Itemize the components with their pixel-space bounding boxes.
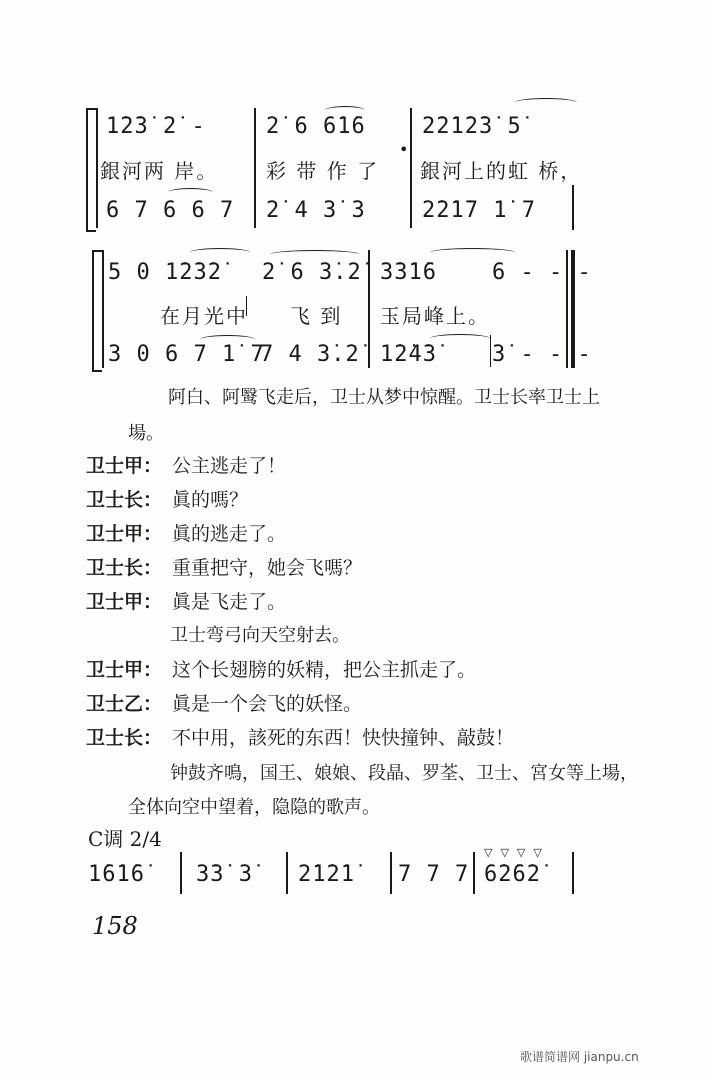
bass-measure: 2̇ 4 3̇ 3	[266, 198, 366, 223]
speaker-name: 卫士甲：	[86, 455, 163, 477]
speaker-name: 卫士长：	[86, 727, 163, 749]
stage-direction: 钟鼓齐鳴，国王、娘娘、段晶、罗荃、卫士、宮女等上場，	[170, 763, 638, 784]
melody-measure: 2̇2̇1̇2̇3̇ 5̇	[422, 114, 522, 139]
speaker-name: 卫士甲：	[86, 523, 163, 545]
dialog-text: 这个长翅膀的妖精，把公主抓走了。	[172, 659, 477, 681]
bass-measure: 3 0 6 7 1̇ 7	[108, 342, 265, 367]
lyric-line: 飞 到	[290, 304, 343, 328]
system-bracket	[86, 108, 96, 232]
dialog-text: 公主逃走了！	[172, 455, 287, 477]
dashed-barline	[490, 335, 491, 367]
barline	[390, 852, 392, 894]
dialog-text: 不中用，該死的东西！快快撞钟、敲鼓！	[172, 727, 515, 749]
melody-measure: 3̇3̇1̇6	[380, 260, 437, 285]
dialog-line	[86, 723, 514, 750]
barline	[286, 852, 288, 894]
dialog-text: 眞的嗎？	[172, 489, 249, 511]
system-bracket	[92, 250, 102, 372]
melody-measure: 2̇ 6 6̇1̇6	[266, 114, 366, 139]
barline	[180, 852, 182, 894]
lyric-line: 玉局峰上。	[380, 304, 490, 328]
barline	[102, 250, 104, 368]
bass-measure: 3̇ - - -	[492, 342, 592, 367]
speaker-name: 卫士甲：	[86, 591, 163, 613]
barline	[368, 250, 370, 368]
speaker-name: 卫士长：	[86, 489, 163, 511]
dialog-line	[86, 553, 362, 580]
barline	[572, 852, 574, 894]
key-signature: C调 2/4	[88, 827, 162, 851]
dialog-line	[86, 451, 286, 478]
watermark: 歌谱简谱网 jianpu.cn	[520, 1050, 639, 1064]
speaker-name: 卫士甲：	[86, 659, 163, 681]
bass-measure: 6 7 6 6 7	[106, 198, 235, 223]
slur	[430, 334, 490, 343]
barline	[572, 185, 574, 230]
dialog-line	[86, 689, 362, 716]
stage-direction: 阿白、阿鹥飞走后，卫士从梦中惊醒。卫士长率卫士上	[168, 387, 600, 408]
slur	[430, 248, 515, 257]
dialog-line	[86, 519, 286, 546]
lyric-line: 在月光中	[160, 304, 248, 328]
slur	[168, 188, 213, 197]
bass-measure: 7 4 3̇.2̇	[260, 342, 360, 367]
dialog-text: 眞的逃走了。	[172, 523, 287, 545]
dialog-text: 眞是一个会飞的妖怪。	[172, 693, 363, 715]
melody-measure: 6̇2̇6̇2̇	[484, 862, 541, 887]
barline	[254, 108, 256, 228]
dialog-text: 眞是飞走了。	[172, 591, 287, 613]
lyric-line: 銀河两 岸。	[100, 159, 219, 183]
slur	[515, 98, 577, 107]
stage-direction: 全体向空中望着，隐隐的歌声。	[128, 797, 380, 818]
page-number: 158	[92, 912, 138, 940]
melody-measure: 6 - - -	[492, 260, 592, 285]
slur	[190, 248, 250, 257]
accent-marks: ▽▽▽▽	[484, 846, 550, 859]
speaker-name: 卫士长：	[86, 557, 163, 579]
melody-measure: 1̇6̇1̇6̇	[88, 862, 145, 887]
melody-measure: 2̇1̇2̇1̇	[298, 862, 355, 887]
dialog-text: 重重把守，她会飞嗎？	[172, 557, 363, 579]
slur	[270, 250, 360, 259]
bass-measure: 1̇2̇4̇3̇	[380, 342, 437, 367]
barline	[96, 108, 98, 228]
barline	[473, 852, 475, 894]
melody-measure: 3̇3̇ 3̇	[196, 862, 253, 887]
stage-direction: 卫士弯弓向天空射去。	[170, 625, 350, 646]
melody-measure: 7 7 7	[398, 862, 470, 887]
speaker-name: 卫士乙：	[86, 693, 163, 715]
repeat-dot: •	[399, 140, 409, 159]
stage-direction: 場。	[128, 423, 164, 444]
bass-measure: 2̇2̇1̇7 1̇ 7	[422, 198, 536, 223]
lyric-line: 銀河上的虹 桥，	[420, 159, 583, 183]
dialog-line	[86, 485, 248, 512]
dialog-line	[86, 587, 286, 614]
melody-measure: 1̇2̇3̇ 2̇ -	[106, 114, 206, 139]
lyric-line: 彩 带 作 了	[266, 159, 380, 183]
melody-measure: 5 0 1̇2̇3̇2̇	[108, 260, 222, 285]
melody-measure: 2̇ 6 3̇.2̇	[262, 260, 362, 285]
barline	[410, 108, 412, 228]
dialog-line	[86, 655, 476, 682]
